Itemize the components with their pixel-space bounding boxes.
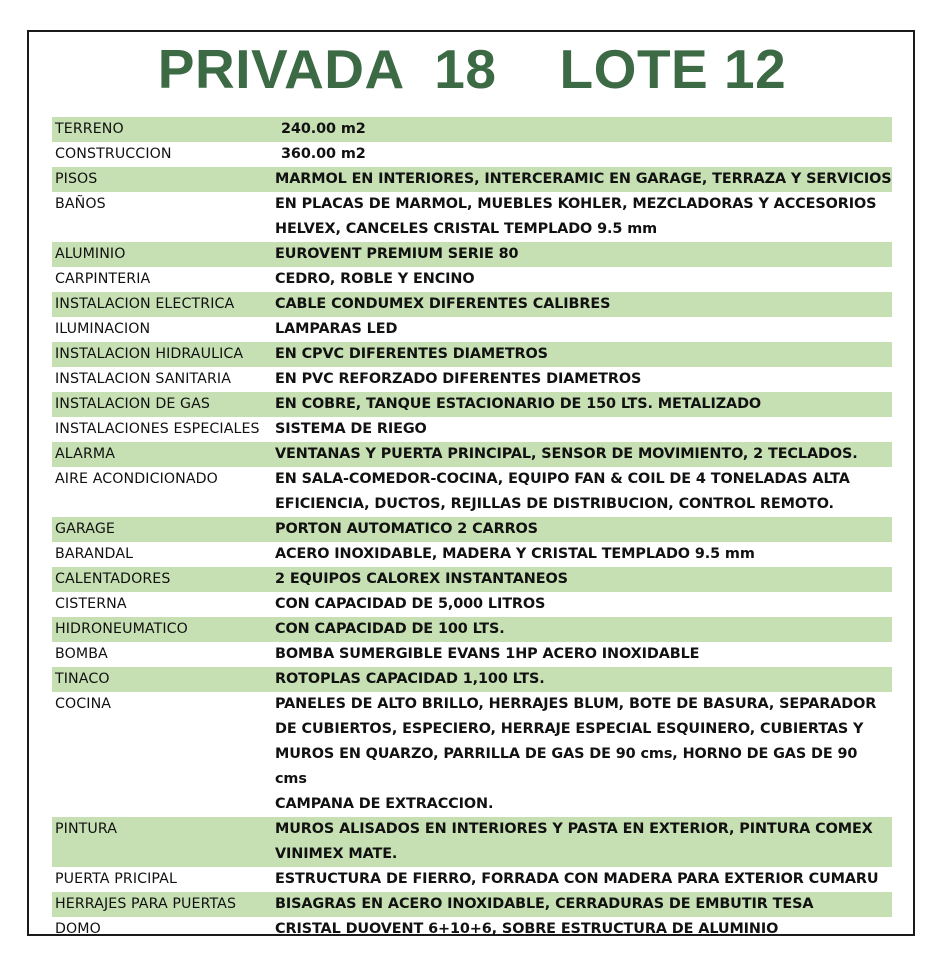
spec-value: PORTON AUTOMATICO 2 CARROS — [275, 521, 538, 537]
page-title: PRIVADA 18 LOTE 12 — [157, 38, 787, 100]
spec-row — [52, 292, 892, 317]
spec-label: BAÑOS — [55, 196, 106, 212]
spec-value: EN CPVC DIFERENTES DIAMETROS — [275, 346, 548, 362]
spec-value: MARMOL EN INTERIORES, INTERCERAMIC EN GARAGE, TERRAZA Y SERVICIOS — [275, 171, 892, 187]
spec-label: CALENTADORES — [55, 571, 171, 587]
spec-label: TERRENO — [55, 121, 124, 137]
spec-row — [52, 392, 892, 417]
spec-value: 2 EQUIPOS CALOREX INSTANTANEOS — [275, 571, 568, 587]
spec-row — [52, 617, 892, 642]
spec-row — [52, 442, 892, 467]
spec-label: ALARMA — [55, 446, 116, 462]
spec-value: PANELES DE ALTO BRILLO, HERRAJES BLUM, BOTE DE BASURA, SEPARADOR DE CUBIERTOS, ESPECIERO, HERRAJE ESPECIAL ESQUINERO, CUBIERTAS Y MUROS EN QUARZO, PARRILLA DE GAS DE 90 cms, HORNO DE GAS DE 90 cms CAMPANA DE EXTRACCION. — [275, 696, 877, 812]
spec-value: EUROVENT PREMIUM SERIE 80 — [275, 246, 519, 262]
spec-row — [52, 642, 892, 667]
spec-row — [52, 692, 892, 817]
spec-row — [52, 817, 892, 867]
spec-row — [52, 342, 892, 367]
spec-row — [52, 167, 892, 192]
spec-row — [52, 567, 892, 592]
spec-value: CON CAPACIDAD DE 100 LTS. — [275, 621, 505, 637]
spec-label: INSTALACION HIDRAULICA — [55, 346, 244, 362]
spec-row — [52, 192, 892, 242]
spec-value: CABLE CONDUMEX DIFERENTES CALIBRES — [275, 296, 611, 312]
spec-label: BOMBA — [55, 646, 108, 662]
spec-label: COCINA — [55, 696, 112, 712]
spec-row — [52, 417, 892, 442]
spec-value: EN SALA-COMEDOR-COCINA, EQUIPO FAN & COIL DE 4 TONELADAS ALTA EFICIENCIA, DUCTOS, REJILLAS DE DISTRIBUCION, CONTROL REMOTO. — [275, 471, 850, 512]
spec-value: 360.00 m2 — [281, 146, 366, 162]
spec-value: BISAGRAS EN ACERO INOXIDABLE, CERRADURAS DE EMBUTIR TESA — [275, 896, 814, 912]
spec-value: ESTRUCTURA DE FIERRO, FORRADA CON MADERA PARA EXTERIOR CUMARU — [275, 871, 879, 887]
spec-label: GARAGE — [55, 521, 115, 537]
spec-label: INSTALACION ELECTRICA — [55, 296, 235, 312]
spec-label: ALUMINIO — [55, 246, 126, 262]
spec-row — [52, 317, 892, 342]
spec-row — [52, 142, 892, 167]
spec-row — [52, 867, 892, 892]
spec-row — [52, 117, 892, 142]
spec-row — [52, 592, 892, 617]
spec-label: INSTALACION DE GAS — [55, 396, 211, 412]
spec-row — [52, 917, 892, 942]
spec-label: HERRAJES PARA PUERTAS — [55, 896, 237, 912]
spec-label: INSTALACIONES ESPECIALES — [55, 421, 260, 437]
spec-label: CARPINTERIA — [55, 271, 151, 287]
spec-label: CISTERNA — [55, 596, 127, 612]
spec-value: MUROS ALISADOS EN INTERIORES Y PASTA EN EXTERIOR, PINTURA COMEX VINIMEX MATE. — [275, 821, 873, 862]
spec-label: HIDRONEUMATICO — [55, 621, 188, 637]
spec-value: CRISTAL DUOVENT 6+10+6, SOBRE ESTRUCTURA DE ALUMINIO — [275, 921, 779, 937]
spec-row — [52, 892, 892, 917]
spec-row — [52, 542, 892, 567]
spec-label: PISOS — [55, 171, 98, 187]
spec-label: TINACO — [55, 671, 110, 687]
spec-label: ILUMINACION — [55, 321, 151, 337]
spec-value: CON CAPACIDAD DE 5,000 LITROS — [275, 596, 546, 612]
spec-value: BOMBA SUMERGIBLE EVANS 1HP ACERO INOXIDABLE — [275, 646, 700, 662]
spec-row — [52, 367, 892, 392]
spec-table — [52, 117, 892, 942]
spec-value: 240.00 m2 — [281, 121, 366, 137]
spec-row — [52, 242, 892, 267]
spec-label: INSTALACION SANITARIA — [55, 371, 232, 387]
spec-label: PINTURA — [55, 821, 118, 837]
spec-row — [52, 267, 892, 292]
spec-value: SISTEMA DE RIEGO — [275, 421, 427, 437]
spec-value: VENTANAS Y PUERTA PRINCIPAL, SENSOR DE MOVIMIENTO, 2 TECLADOS. — [275, 446, 858, 462]
spec-label: CONSTRUCCION — [55, 146, 172, 162]
spec-label: BARANDAL — [55, 546, 134, 562]
spec-value: EN COBRE, TANQUE ESTACIONARIO DE 150 LTS. METALIZADO — [275, 396, 762, 412]
spec-label: PUERTA PRICIPAL — [55, 871, 177, 887]
spec-value: EN PVC REFORZADO DIFERENTES DIAMETROS — [275, 371, 642, 387]
spec-value: EN PLACAS DE MARMOL, MUEBLES KOHLER, MEZCLADORAS Y ACCESORIOS HELVEX, CANCELES CRISTAL TEMPLADO 9.5 mm — [275, 196, 877, 237]
spec-row — [52, 517, 892, 542]
spec-label: DOMO — [55, 921, 101, 937]
spec-value: LAMPARAS LED — [275, 321, 398, 337]
spec-value: CEDRO, ROBLE Y ENCINO — [275, 271, 475, 287]
spec-row — [52, 467, 892, 517]
spec-row — [52, 667, 892, 692]
spec-label: AIRE ACONDICIONADO — [55, 471, 218, 487]
spec-value: ACERO INOXIDABLE, MADERA Y CRISTAL TEMPLADO 9.5 mm — [275, 546, 755, 562]
spec-value: ROTOPLAS CAPACIDAD 1,100 LTS. — [275, 671, 545, 687]
